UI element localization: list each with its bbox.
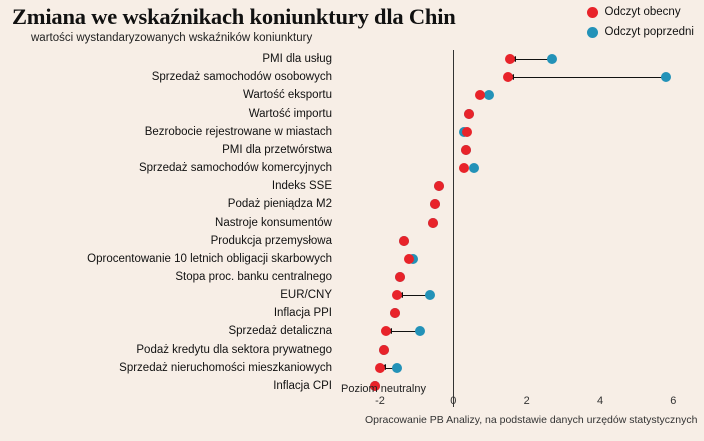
x-axis-tick: -2 [375, 395, 385, 407]
change-connector [510, 59, 552, 60]
data-point-current [464, 109, 474, 119]
category-label: Stopa proc. banku centralnego [175, 270, 332, 283]
data-point-previous [415, 326, 425, 336]
zero-reference-line [453, 50, 454, 407]
x-axis-tick: 6 [670, 395, 677, 407]
data-point-current [475, 90, 485, 100]
data-point-previous [547, 54, 557, 64]
data-point-previous [392, 363, 402, 373]
data-point-current [505, 54, 515, 64]
data-point-previous [484, 90, 494, 100]
chart-legend [587, 6, 695, 38]
category-label: Sprzedaż nieruchomości mieszkaniowych [119, 361, 332, 374]
plot-area [336, 50, 688, 395]
chart-title: Zmiana we wskaźnikach koniunktury dla Chin [12, 4, 456, 29]
legend-swatch-previous [587, 27, 598, 38]
category-label: Inflacja PPI [273, 307, 332, 320]
category-label: Nastroje konsumentów [215, 216, 332, 229]
legend-item-current [587, 6, 695, 18]
data-point-current [459, 163, 469, 173]
legend-label-current: Odczyt obecny [604, 6, 681, 18]
category-label: Sprzedaż detaliczna [228, 325, 332, 338]
data-point-current [381, 326, 391, 336]
source-note: Opracowanie PB Analizy, na podstawie danych urzędów statystycznych [365, 414, 698, 426]
category-label: Inflacja CPI [273, 379, 332, 392]
data-point-current [375, 363, 385, 373]
category-label: Produkcja przemysłowa [210, 234, 332, 247]
chart-subtitle: wartości wystandaryzowanych wskaźników koniunktury [31, 32, 313, 44]
data-point-current [430, 199, 440, 209]
x-axis [336, 395, 688, 415]
category-label: Podaż pieniądza M2 [227, 198, 332, 211]
category-label: Sprzedaż samochodów komercyjnych [138, 162, 332, 175]
data-point-current [462, 127, 472, 137]
data-point-current [434, 181, 444, 191]
category-label: PMI dla przetwórstwa [222, 143, 332, 156]
category-label: Wartość eksportu [242, 89, 332, 102]
x-axis-tick: 2 [523, 395, 530, 407]
category-label: Sprzedaż samochodów osobowych [151, 71, 332, 84]
category-label: EUR/CNY [280, 289, 332, 302]
data-point-current [379, 345, 389, 355]
x-axis-tick: 0 [450, 395, 457, 407]
data-point-current [392, 290, 402, 300]
category-label: Podaż kredytu dla sektora prywatnego [136, 343, 332, 356]
data-point-current [461, 145, 471, 155]
change-connector [508, 77, 666, 78]
legend-swatch-current [587, 7, 598, 18]
category-labels [0, 50, 332, 395]
data-point-current [399, 236, 409, 246]
category-label: Wartość importu [248, 107, 332, 120]
category-label: Oprocentowanie 10 letnich obligacji skarbowych [87, 252, 332, 265]
data-point-previous [661, 72, 671, 82]
data-point-current [428, 218, 438, 228]
neutral-level-label: Poziom neutralny [341, 383, 426, 395]
data-point-current [404, 254, 414, 264]
legend-item-previous [587, 26, 695, 38]
category-label: Bezrobocie rejestrowane w miastach [144, 125, 332, 138]
data-point-current [503, 72, 513, 82]
category-label: PMI dla usług [262, 53, 332, 66]
category-label: Indeks SSE [271, 180, 332, 193]
data-point-current [395, 272, 405, 282]
x-axis-tick: 4 [596, 395, 604, 407]
data-point-previous [469, 163, 479, 173]
data-point-current [390, 308, 400, 318]
legend-label-previous: Odczyt poprzedni [604, 26, 694, 38]
data-point-previous [425, 290, 435, 300]
